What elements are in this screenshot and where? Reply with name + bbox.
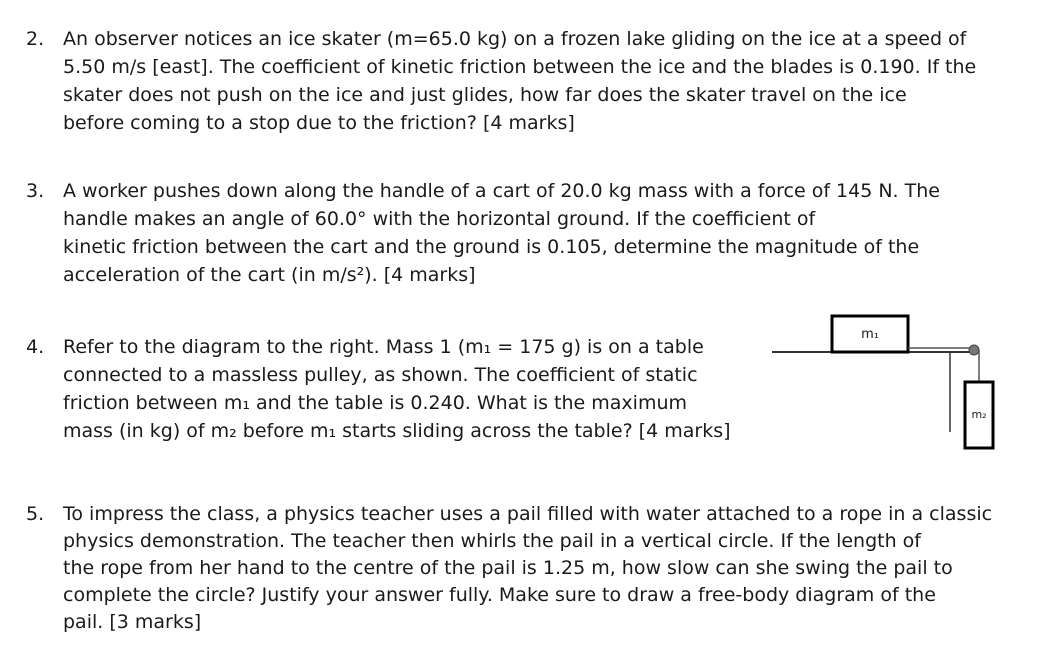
pulley-diagram: [770, 312, 1000, 457]
question-number: 5.: [26, 503, 45, 525]
question-text-line: 5.50 m/s [east]. The coefficient of kinetic friction between the ice and the blades is 0.190. If the: [63, 56, 977, 78]
question-text-line: connected to a massless pulley, as shown. The coefficient of static: [63, 364, 698, 386]
question-text-line: mass (in kg) of m₂ before m₁ starts sliding across the table? [4 marks]: [63, 420, 731, 442]
question-text-line: To impress the class, a physics teacher uses a pail filled with water attached to a rope in a classic: [63, 503, 993, 525]
question-text-line: pail. [3 marks]: [63, 611, 202, 633]
question-text-line: skater does not push on the ice and just glides, how far does the skater travel on the ice: [63, 84, 907, 106]
question-text-line: kinetic friction between the cart and the ground is 0.105, determine the magnitude of the: [63, 236, 920, 258]
question-text-line: friction between m₁ and the table is 0.240. What is the maximum: [63, 392, 688, 414]
question-text-line: An observer notices an ice skater (m=65.0 kg) on a frozen lake gliding on the ice at a speed of: [63, 28, 967, 50]
question-text-line: physics demonstration. The teacher then whirls the pail in a vertical circle. If the length of: [63, 530, 921, 552]
question-text-line: before coming to a stop due to the friction? [4 marks]: [63, 112, 575, 134]
pulley-icon: [969, 345, 979, 355]
question-text-line: Refer to the diagram to the right. Mass 1 (m₁ = 175 g) is on a table: [63, 336, 704, 358]
question-text-line: handle makes an angle of 60.0° with the horizontal ground. If the coefficient of: [63, 208, 816, 230]
question-number: 2.: [26, 28, 45, 50]
mass-2-label: m₂: [971, 408, 987, 421]
question-text-line: A worker pushes down along the handle of a cart of 20.0 kg mass with a force of 145 N. The: [63, 180, 940, 202]
mass-1-label: m₁: [861, 327, 879, 342]
question-text-line: the rope from her hand to the centre of the pail is 1.25 m, how slow can she swing the pail to: [63, 557, 953, 579]
question-number: 3.: [26, 180, 45, 202]
question-number: 4.: [26, 336, 45, 358]
question-text-line: acceleration of the cart (in m/s²). [4 marks]: [63, 264, 476, 286]
question-text-line: complete the circle? Justify your answer fully. Make sure to draw a free-body diagram of the: [63, 584, 936, 606]
